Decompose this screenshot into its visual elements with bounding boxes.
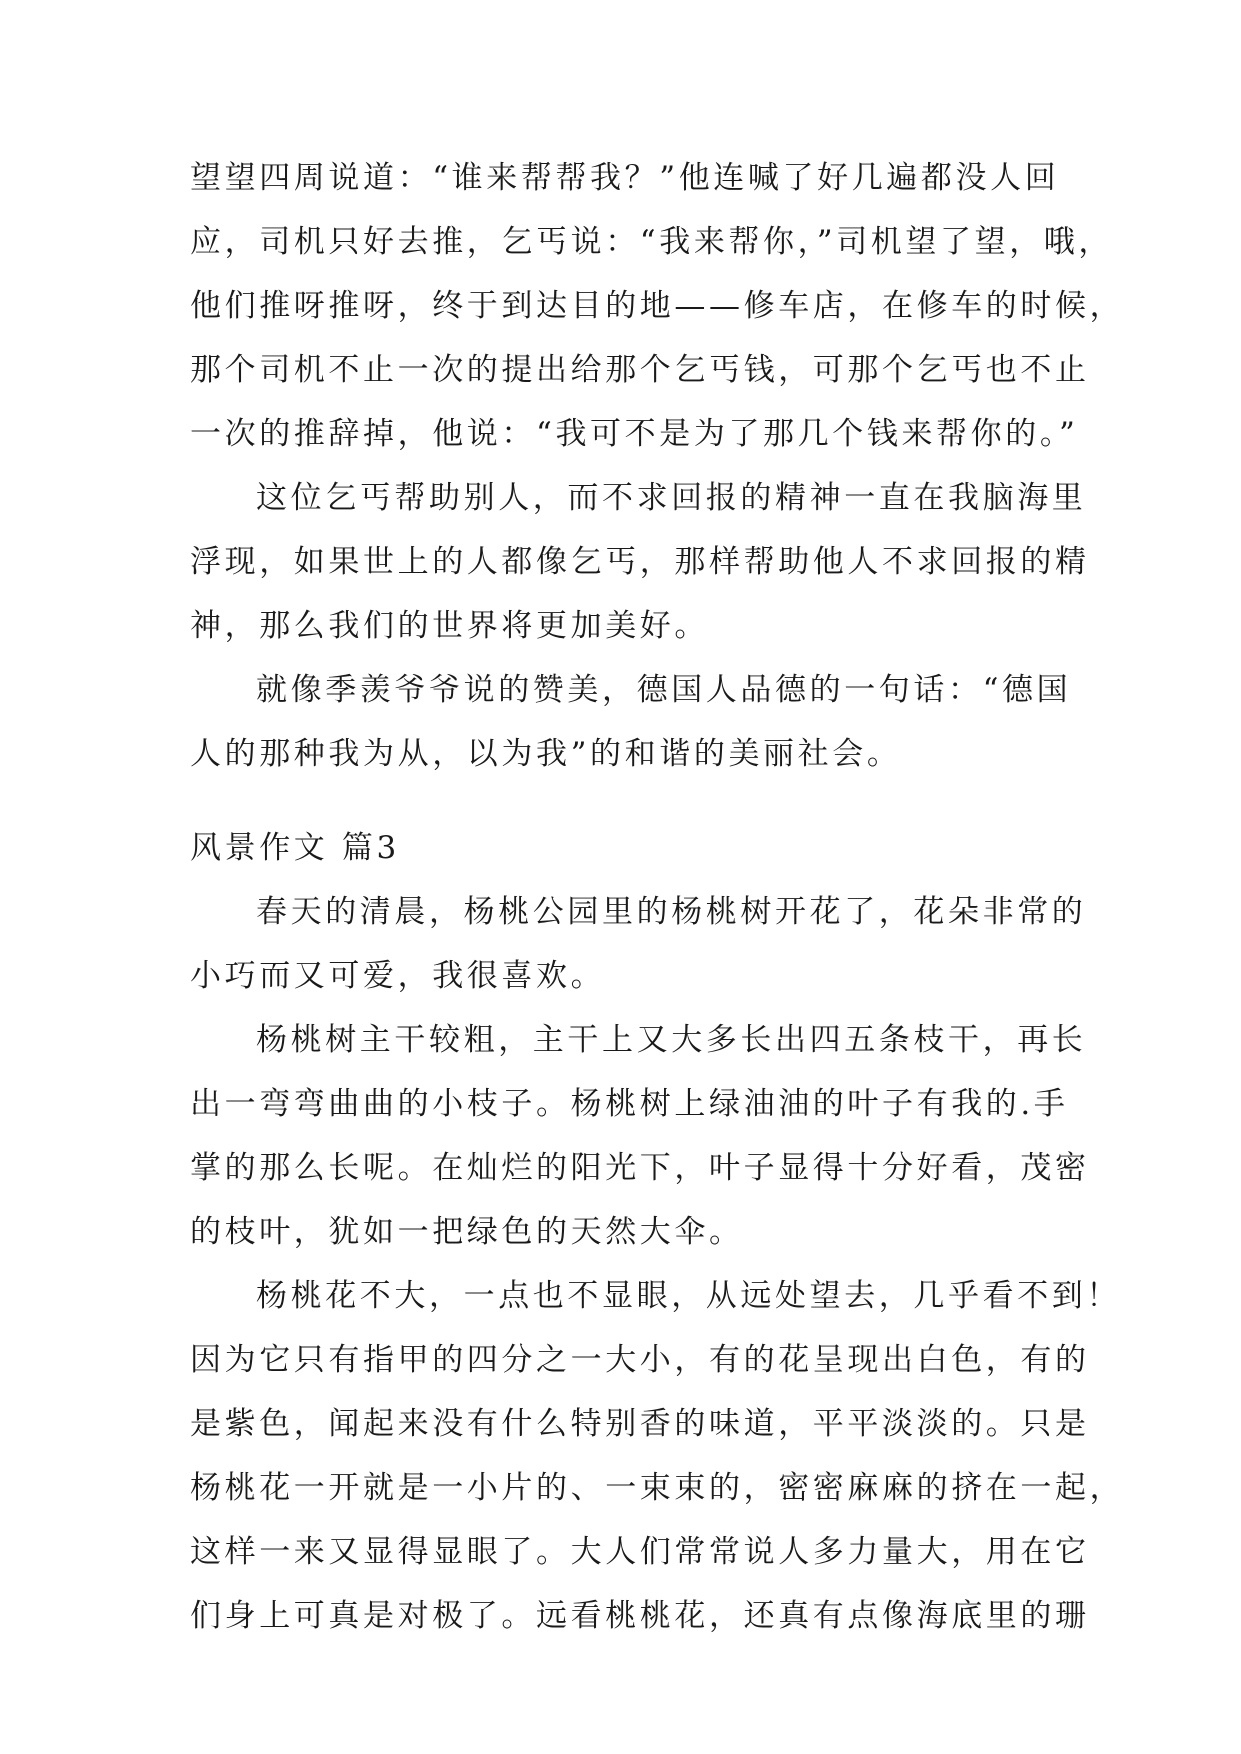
text-line: 望望四周说道：“谁来帮帮我？”他连喊了好几遍都没人回 [190,160,1060,196]
paragraph-first-line: 杨桃花不大，一点也不显眼，从远处望去，几乎看不到！ [256,1278,1121,1314]
text-line: 是紫色，闻起来没有什么特别香的味道，平平淡淡的。只是 [190,1406,1090,1442]
paragraph-first-line: 就像季羡爷爷说的赞美，德国人品德的一句话：“德国 [256,672,1072,708]
text-line: 掌的那么长呢。在灿烂的阳光下，叶子显得十分好看，茂密 [190,1150,1090,1186]
text-line: 应，司机只好去推，乞丐说：“我来帮你，”司机望了望，哦， [190,224,1113,260]
text-line: 出一弯弯曲曲的小枝子。杨桃树上绿油油的叶子有我的.手 [190,1086,1069,1122]
text-line: 一次的推辞掉，他说：“我可不是为了那几个钱来帮你的。” [190,416,1079,452]
paragraph-first-line: 杨桃树主干较粗，主干上又大多长出四五条枝干，再长 [256,1022,1087,1058]
text-line: 人的那种我为从，以为我”的和谐的美丽社会。 [190,736,902,772]
text-line: 这样一来又显得显眼了。大人们常常说人多力量大，用在它 [190,1534,1090,1570]
text-line: 杨桃花一开就是一小片的、一束束的，密密麻麻的挤在一起， [190,1470,1125,1506]
text-line: 们身上可真是对极了。远看桃桃花，还真有点像海底里的珊 [190,1598,1090,1634]
paragraph-first-line: 这位乞丐帮助别人，而不求回报的精神一直在我脑海里 [256,480,1087,516]
text-line: 小巧而又可爱，我很喜欢。 [190,958,606,994]
text-line: 那个司机不止一次的提出给那个乞丐钱，可那个乞丐也不止 [190,352,1090,388]
paragraph-first-line: 春天的清晨，杨桃公园里的杨桃树开花了，花朵非常的 [256,894,1087,930]
text-line: 神，那么我们的世界将更加美好。 [190,608,709,644]
text-line: 因为它只有指甲的四分之一大小，有的花呈现出白色，有的 [190,1342,1090,1378]
section-heading: 风景作文 篇3 [190,830,400,866]
text-line: 他们推呀推呀，终于到达目的地——修车店，在修车的时候， [190,288,1125,324]
text-line: 的枝叶，犹如一把绿色的天然大伞。 [190,1214,744,1250]
text-line: 浮现，如果世上的人都像乞丐，那样帮助他人不求回报的精 [190,544,1090,580]
